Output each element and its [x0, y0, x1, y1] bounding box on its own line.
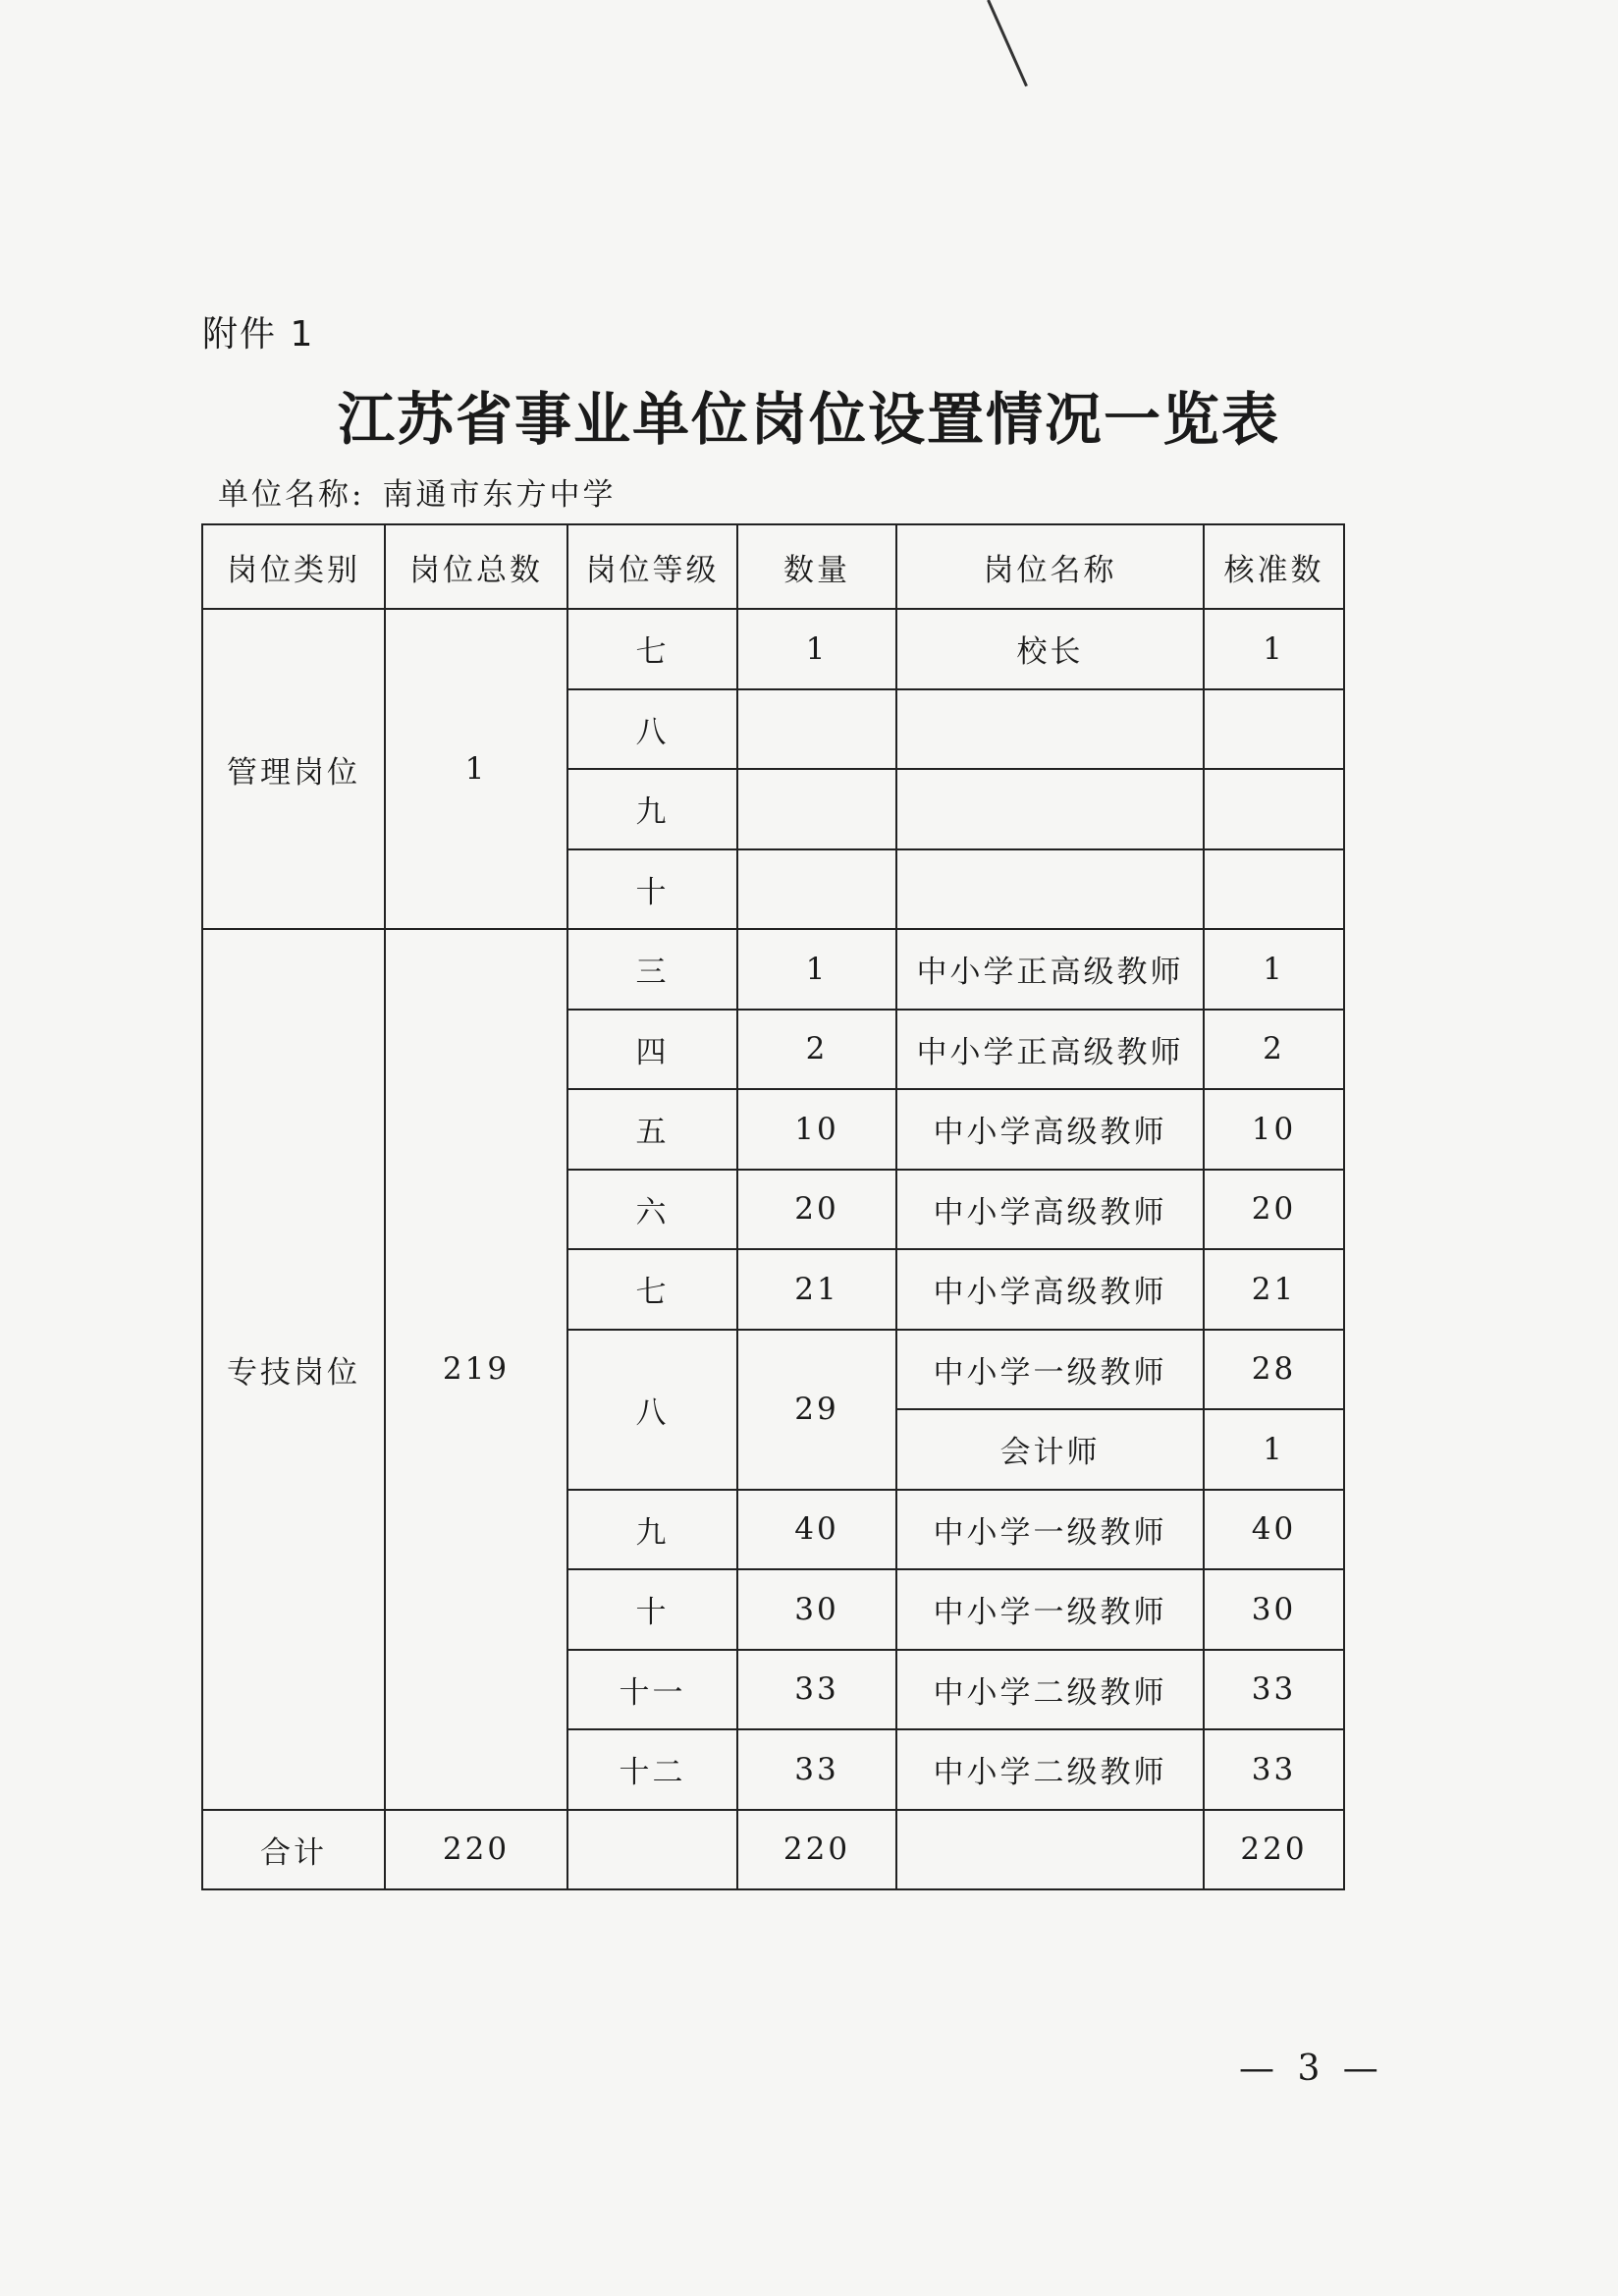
grade-cell: 八 [567, 689, 737, 770]
approved-cell: 30 [1204, 1569, 1344, 1650]
approved-cell: 33 [1204, 1729, 1344, 1810]
grade-cell: 四 [567, 1010, 737, 1090]
col-header: 数量 [737, 524, 896, 609]
name-cell: 中小学一级教师 [896, 1490, 1204, 1570]
approved-cell: 21 [1204, 1249, 1344, 1330]
category-cell: 管理岗位 [202, 609, 385, 929]
total-label-cell: 合计 [202, 1810, 385, 1890]
category-cell: 专技岗位 [202, 929, 385, 1810]
total-name-cell [896, 1810, 1204, 1890]
total-count-cell: 220 [737, 1810, 896, 1890]
approved-cell: 28 [1204, 1330, 1344, 1410]
grade-cell: 十 [567, 1569, 737, 1650]
approved-cell: 1 [1204, 609, 1344, 689]
col-header: 岗位等级 [567, 524, 737, 609]
total-grade-cell [567, 1810, 737, 1890]
total-cell: 219 [385, 929, 567, 1810]
total-row [202, 1810, 1344, 1890]
name-cell: 中小学一级教师 [896, 1569, 1204, 1650]
total-approved-cell: 220 [1204, 1810, 1344, 1890]
name-cell [896, 769, 1204, 849]
unit-label: 单位名称: [218, 477, 365, 513]
name-cell [896, 689, 1204, 770]
approved-cell: 20 [1204, 1170, 1344, 1250]
count-cell: 33 [737, 1729, 896, 1810]
approved-cell: 33 [1204, 1650, 1344, 1730]
name-cell: 中小学一级教师 [896, 1330, 1204, 1410]
approved-cell [1204, 689, 1344, 770]
col-header: 核准数 [1204, 524, 1344, 609]
name-cell: 会计师 [896, 1409, 1204, 1490]
grade-cell: 十一 [567, 1650, 737, 1730]
grade-cell: 三 [567, 929, 737, 1010]
table-row [202, 609, 1344, 689]
page-title: 江苏省事业单位岗位设置情况一览表 [337, 386, 1280, 453]
grade-cell: 六 [567, 1170, 737, 1250]
col-header: 岗位名称 [896, 524, 1204, 609]
unit-line [218, 469, 616, 514]
grade-cell: 十 [567, 849, 737, 930]
approved-cell [1204, 769, 1344, 849]
count-cell [737, 769, 896, 849]
grade-cell: 十二 [567, 1729, 737, 1810]
grade-cell: 七 [567, 609, 737, 689]
col-header: 岗位类别 [202, 524, 385, 609]
attachment-label: 附件 1 [202, 314, 315, 355]
count-cell: 1 [737, 609, 896, 689]
grade-cell: 九 [567, 1490, 737, 1570]
count-cell: 40 [737, 1490, 896, 1570]
count-cell: 21 [737, 1249, 896, 1330]
approved-cell: 40 [1204, 1490, 1344, 1570]
count-cell [737, 849, 896, 930]
total-cell: 1 [385, 609, 567, 929]
name-cell: 中小学正高级教师 [896, 929, 1204, 1010]
table-header-row [202, 524, 1344, 609]
count-cell: 33 [737, 1650, 896, 1730]
name-cell: 中小学二级教师 [896, 1650, 1204, 1730]
name-cell: 中小学高级教师 [896, 1249, 1204, 1330]
approved-cell: 10 [1204, 1089, 1344, 1170]
approved-cell: 1 [1204, 1409, 1344, 1490]
name-cell: 中小学正高级教师 [896, 1010, 1204, 1090]
count-cell: 10 [737, 1089, 896, 1170]
name-cell: 中小学高级教师 [896, 1170, 1204, 1250]
grade-cell: 八 [567, 1330, 737, 1490]
grade-cell: 九 [567, 769, 737, 849]
count-cell: 20 [737, 1170, 896, 1250]
table-row [202, 929, 1344, 1010]
approved-cell [1204, 849, 1344, 930]
count-cell: 2 [737, 1010, 896, 1090]
page-number: — 3 — [1239, 2049, 1384, 2089]
scan-mark [987, 0, 1028, 86]
name-cell [896, 849, 1204, 930]
name-cell: 中小学二级教师 [896, 1729, 1204, 1810]
count-cell: 29 [737, 1330, 896, 1490]
col-header: 岗位总数 [385, 524, 567, 609]
total-sum-cell: 220 [385, 1810, 567, 1890]
count-cell: 1 [737, 929, 896, 1010]
approved-cell: 2 [1204, 1010, 1344, 1090]
count-cell: 30 [737, 1569, 896, 1650]
grade-cell: 五 [567, 1089, 737, 1170]
name-cell: 校长 [896, 609, 1204, 689]
position-table [201, 523, 1345, 1890]
name-cell: 中小学高级教师 [896, 1089, 1204, 1170]
unit-name: 南通市东方中学 [382, 477, 617, 513]
count-cell [737, 689, 896, 770]
grade-cell: 七 [567, 1249, 737, 1330]
approved-cell: 1 [1204, 929, 1344, 1010]
